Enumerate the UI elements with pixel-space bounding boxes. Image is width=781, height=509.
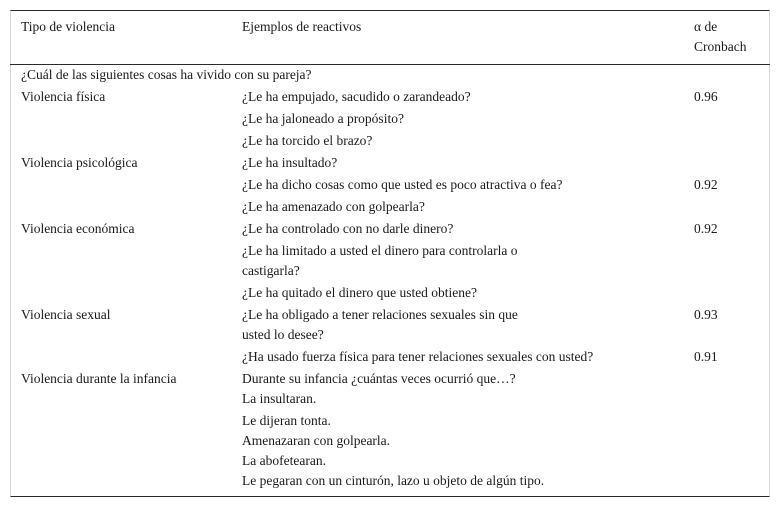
table-row-item: ¿Le ha insultado? (242, 155, 338, 170)
table-row-item: La abofetearan. (242, 453, 326, 468)
table-row-item: ¿Le ha obligado a tener relaciones sexuales sin que (242, 307, 518, 322)
table-row-item: ¿Le ha torcido el brazo? (242, 133, 373, 148)
row-type-sexual: Violencia sexual (21, 307, 111, 322)
table-row-item: ¿Le ha controlado con no darle dinero? (242, 221, 454, 236)
table-row-item: ¿Le ha amenazado con golpearla? (242, 199, 425, 214)
row-alpha: 0.91 (694, 349, 718, 364)
table-row-item: ¿Le ha quitado el dinero que usted obtiene? (242, 285, 478, 300)
table-row-item: Le dijeran tonta. (242, 413, 331, 428)
table-row-item-cont: usted lo desee? (242, 327, 324, 342)
table-row-item: Durante su infancia ¿cuántas veces ocurrió que…? (242, 371, 516, 386)
row-alpha: 0.92 (694, 177, 718, 192)
table-row-item: Amenazaran con golpearla. (242, 433, 391, 448)
row-alpha: 0.92 (694, 221, 718, 236)
table-row-item: ¿Ha usado fuerza física para tener relaciones sexuales con usted? (242, 349, 594, 364)
header-type: Tipo de violencia (21, 19, 115, 34)
question-row: ¿Cuál de las siguientes cosas ha vivido con su pareja? (21, 67, 312, 82)
table-row-item: ¿Le ha empujado, sacudido o zarandeado? (242, 89, 471, 104)
row-alpha: 0.93 (694, 307, 718, 322)
table-row-item: ¿Le ha dicho cosas como que usted es poco atractiva o fea? (242, 177, 563, 192)
table-row-item: Le pegaran con un cinturón, lazo u objeto de algún tipo. (242, 473, 545, 488)
header-alpha-line1: α de (694, 19, 718, 34)
row-type-economica: Violencia económica (21, 221, 135, 236)
table-row-item-cont: castigarla? (242, 263, 300, 278)
table-row-item: La insultaran. (242, 391, 317, 406)
row-type-fisica: Violencia física (21, 89, 106, 104)
header-alpha-line2: Cronbach (694, 39, 747, 54)
table-row-item: ¿Le ha limitado a usted el dinero para controlarla o (242, 243, 518, 258)
row-alpha: 0.96 (694, 89, 718, 104)
table-row-item: ¿Le ha jaloneado a propósito? (242, 111, 404, 126)
header-examples: Ejemplos de reactivos (242, 19, 362, 34)
row-type-psicologica: Violencia psicológica (21, 155, 138, 170)
row-type-infancia: Violencia durante la infancia (21, 371, 177, 386)
